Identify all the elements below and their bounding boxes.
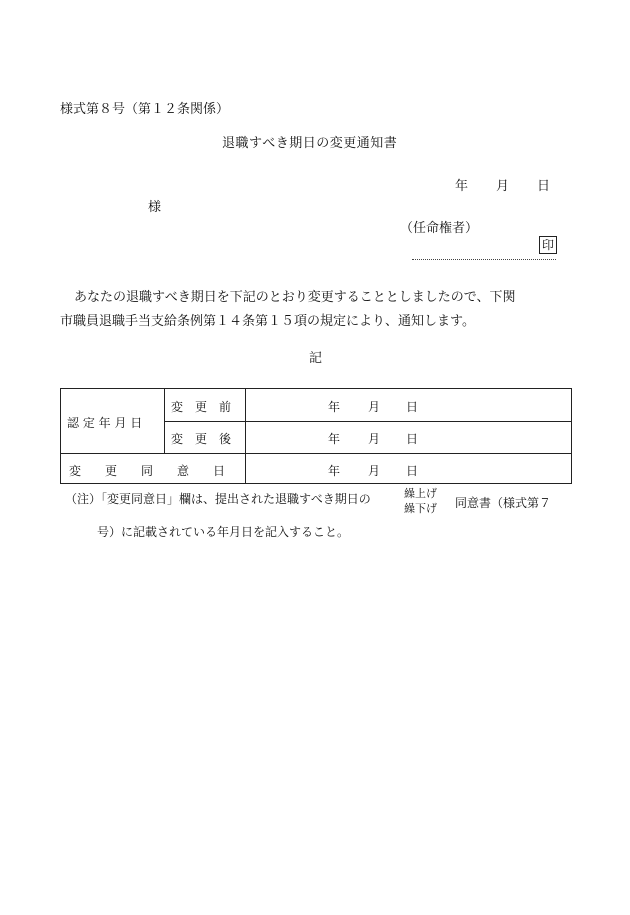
- table-row-after-month: 月: [368, 432, 381, 446]
- table-group-label: 認 定 年 月 日: [67, 416, 143, 430]
- table-row-before-day: 日: [406, 400, 419, 414]
- seal-mark: 印: [539, 236, 557, 254]
- addressee-suffix: 様: [148, 200, 162, 215]
- form-number: 様式第８号（第１２条関係）: [60, 102, 230, 117]
- table-row-consent-year: 年: [328, 464, 341, 478]
- date-day-label: 日: [537, 179, 551, 194]
- table-row-before-label: 変 更 前: [171, 400, 232, 414]
- table-divider: [245, 389, 246, 484]
- table-row-after-label: 変 更 後: [171, 432, 232, 446]
- body-paragraph: [60, 286, 580, 334]
- table-divider: [164, 421, 572, 422]
- appointer-label: （任命権者）: [400, 221, 479, 236]
- date-month-label: 月: [496, 179, 510, 194]
- table-divider: [61, 453, 572, 454]
- change-option-stack: [404, 486, 437, 516]
- document-title: 退職すべき期日の変更通知書: [222, 136, 398, 151]
- body-line-2: 市職員退職手当支給条例第１４条第１５項の規定により、通知します。: [60, 314, 475, 329]
- note-text-part3: 号）に記載されている年月日を記入すること。: [97, 525, 350, 539]
- date-change-table: [60, 388, 572, 484]
- table-row-before-year: 年: [328, 400, 341, 414]
- option-postpone: 繰下げ: [404, 502, 437, 515]
- table-row-after-day: 日: [406, 432, 419, 446]
- table-row-consent-day: 日: [406, 464, 419, 478]
- date-year-label: 年: [455, 179, 469, 194]
- table-row-consent-label: 変 更 同 意 日: [69, 464, 226, 478]
- note-text-part2: 同意書（様式第７: [455, 496, 552, 510]
- table-row-consent-month: 月: [368, 464, 381, 478]
- table-row-before-month: 月: [368, 400, 381, 414]
- issue-date-line: [455, 175, 550, 194]
- ki-heading: 記: [309, 351, 323, 366]
- option-advance: 繰上げ: [404, 487, 437, 500]
- signature-dotted-line: [412, 259, 556, 260]
- body-line-1: あなたの退職すべき期日を下記のとおり変更することとしましたので、下関: [74, 290, 516, 305]
- table-row-after-year: 年: [328, 432, 341, 446]
- note-text-part1: （注）「変更同意日」欄は、提出された退職すべき期日の: [65, 492, 371, 506]
